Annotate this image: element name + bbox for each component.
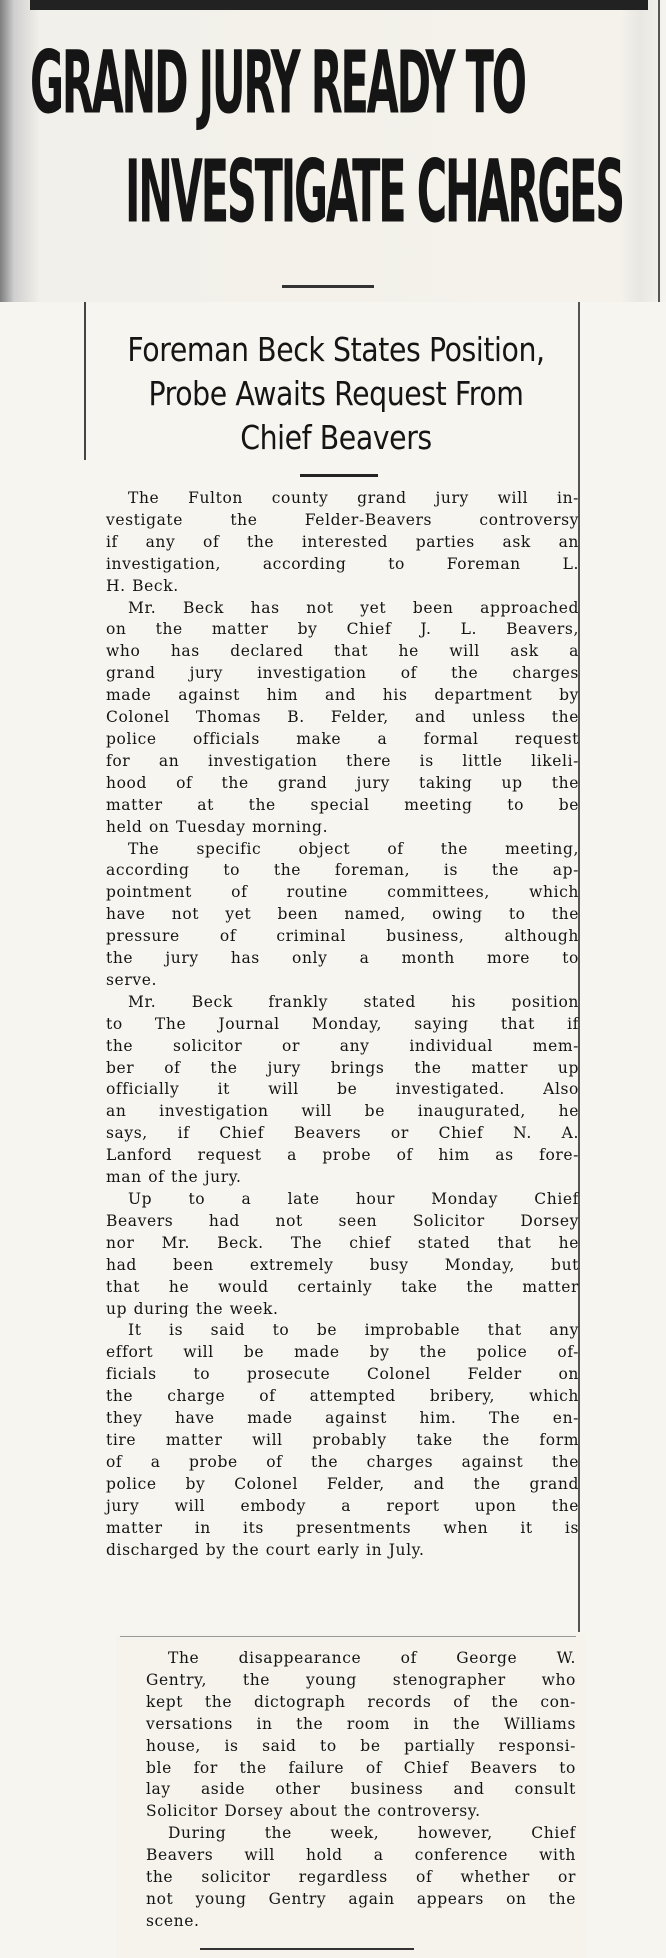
article-line: It is said to be improbable that any — [128, 1321, 579, 1340]
article-line: The Fulton county grand jury will in- — [128, 489, 579, 507]
article-paragraph — [84, 992, 579, 1189]
article-line: effort will be made by the police of- — [106, 1343, 579, 1362]
article-line: who has declared that he will ask a — [106, 642, 579, 661]
article-line: Beavers had not seen Solicitor Dorsey — [106, 1211, 579, 1230]
article-line: not young Gentry again appears on the — [146, 1889, 576, 1908]
headline-clipping — [0, 0, 666, 302]
subheadline-line-2: Probe Awaits Request From — [148, 374, 524, 413]
headline-line-2: INVESTIGATE CHARGES — [125, 143, 623, 243]
end-of-article-rule — [200, 1948, 414, 1950]
article-line: nor Mr. Beck. The chief stated that he — [106, 1233, 579, 1252]
column-edge-rule — [658, 0, 660, 302]
article-line: Beavers will hold a conference with — [146, 1846, 576, 1865]
article-line: they have made against him. The en- — [106, 1409, 579, 1428]
clipping-seam — [120, 1636, 576, 1637]
subheadline-line-3: Chief Beavers — [240, 418, 432, 457]
headline-divider — [282, 285, 374, 288]
article-line: matter in its presentments when it is — [106, 1518, 579, 1537]
article-line: up during the week. — [106, 1299, 279, 1318]
article-line: kept the dictograph records of the con- — [146, 1692, 576, 1711]
article-line: The disappearance of George W. — [168, 1649, 576, 1667]
article-line: Colonel Thomas B. Felder, and unless the — [106, 708, 579, 727]
subheadline-divider — [300, 474, 378, 477]
headline-line-1: GRAND JURY READY TO — [30, 34, 525, 134]
article-line: of a probe of the charges against the — [106, 1452, 579, 1471]
article-line: the charge of attempted bribery, which — [106, 1387, 579, 1406]
article-line: hood of the grand jury taking up the — [106, 773, 579, 792]
article-line: Gentry, the young stenographer who — [146, 1670, 576, 1689]
article-line: on the matter by Chief J. L. Beavers, — [106, 620, 579, 639]
article-line: discharged by the court early in July. — [106, 1540, 425, 1559]
article-line: vestigate the Felder-Beavers controversy — [106, 510, 579, 529]
article-line: H. Beck. — [106, 576, 179, 595]
subheadline — [84, 302, 586, 460]
article-line: police officials make a formal request — [106, 729, 579, 748]
article-line: made against him and his department by — [106, 686, 579, 705]
article-line: to The Journal Monday, saying that if — [106, 1014, 579, 1033]
article-line: that he would certainly take the matter — [106, 1277, 579, 1296]
article-line: have not yet been named, owing to the — [106, 905, 579, 924]
article-line: the solicitor regardless of whether or — [146, 1868, 576, 1887]
article-line: The specific object of the meeting, — [128, 839, 579, 858]
subheadline-line-1: Foreman Beck States Position, — [127, 330, 545, 369]
article-line: jury will embody a report upon the — [106, 1496, 579, 1515]
article-line: Up to a late hour Monday Chief — [128, 1190, 579, 1208]
article-body — [84, 488, 579, 1561]
article-line: ble for the failure of Chief Beavers to — [146, 1758, 576, 1777]
article-line: Solicitor Dorsey about the controversy. — [146, 1802, 481, 1821]
article-paragraph — [84, 1320, 579, 1561]
article-line: Mr. Beck has not yet been approached — [128, 598, 579, 617]
article-line: according to the foreman, is the ap- — [106, 861, 579, 880]
article-line: lay aside other business and consult — [146, 1780, 576, 1799]
article-line: ficials to prosecute Colonel Felder on — [106, 1365, 579, 1384]
article-line: if any of the interested parties ask an — [106, 532, 579, 551]
article-line: says, if Chief Beavers or Chief N. A. — [106, 1124, 579, 1143]
article-line: investigation, according to Foreman L. — [106, 554, 579, 573]
article-line: Mr. Beck frankly stated his position — [128, 992, 579, 1011]
article-line: officially it will be investigated. Also — [106, 1080, 579, 1099]
article-paragraph — [84, 598, 579, 839]
article-body-continued — [124, 1648, 576, 1933]
article-line: grand jury investigation of the charges — [106, 664, 579, 683]
article-paragraph — [124, 1823, 576, 1933]
article-line: matter at the special meeting to be — [106, 795, 579, 814]
article-line: for an investigation there is little likeli- — [106, 751, 579, 770]
article-paragraph — [84, 1189, 579, 1320]
article-line: versations in the room in the Williams — [146, 1714, 576, 1733]
article-line: pressure of criminal business, although — [106, 927, 579, 946]
article-line: held on Tuesday morning. — [106, 817, 329, 836]
article-line: man of the jury. — [106, 1168, 242, 1187]
article-line: the solicitor or any individual mem- — [106, 1036, 579, 1055]
article-paragraph — [84, 488, 579, 598]
article-line: serve. — [106, 970, 157, 989]
article-line: had been extremely busy Monday, but — [106, 1255, 579, 1274]
article-paragraph — [84, 839, 579, 992]
article-line: scene. — [146, 1911, 200, 1930]
article-line: Lanford request a probe of him as fore- — [106, 1146, 579, 1165]
article-line: an investigation will be inaugurated, he — [106, 1102, 579, 1121]
article-line: During the week, however, Chief — [168, 1824, 576, 1843]
article-line: tire matter will probably take the form — [106, 1430, 579, 1449]
article-line: pointment of routine committees, which — [106, 883, 579, 902]
article-line: police by Colonel Felder, and the grand — [106, 1474, 579, 1493]
article-paragraph — [124, 1648, 576, 1823]
article-line: the jury has only a month more to — [106, 949, 579, 968]
article-line: ber of the jury brings the matter up — [106, 1058, 579, 1077]
article-line: house, is said to be partially responsi- — [146, 1736, 576, 1755]
